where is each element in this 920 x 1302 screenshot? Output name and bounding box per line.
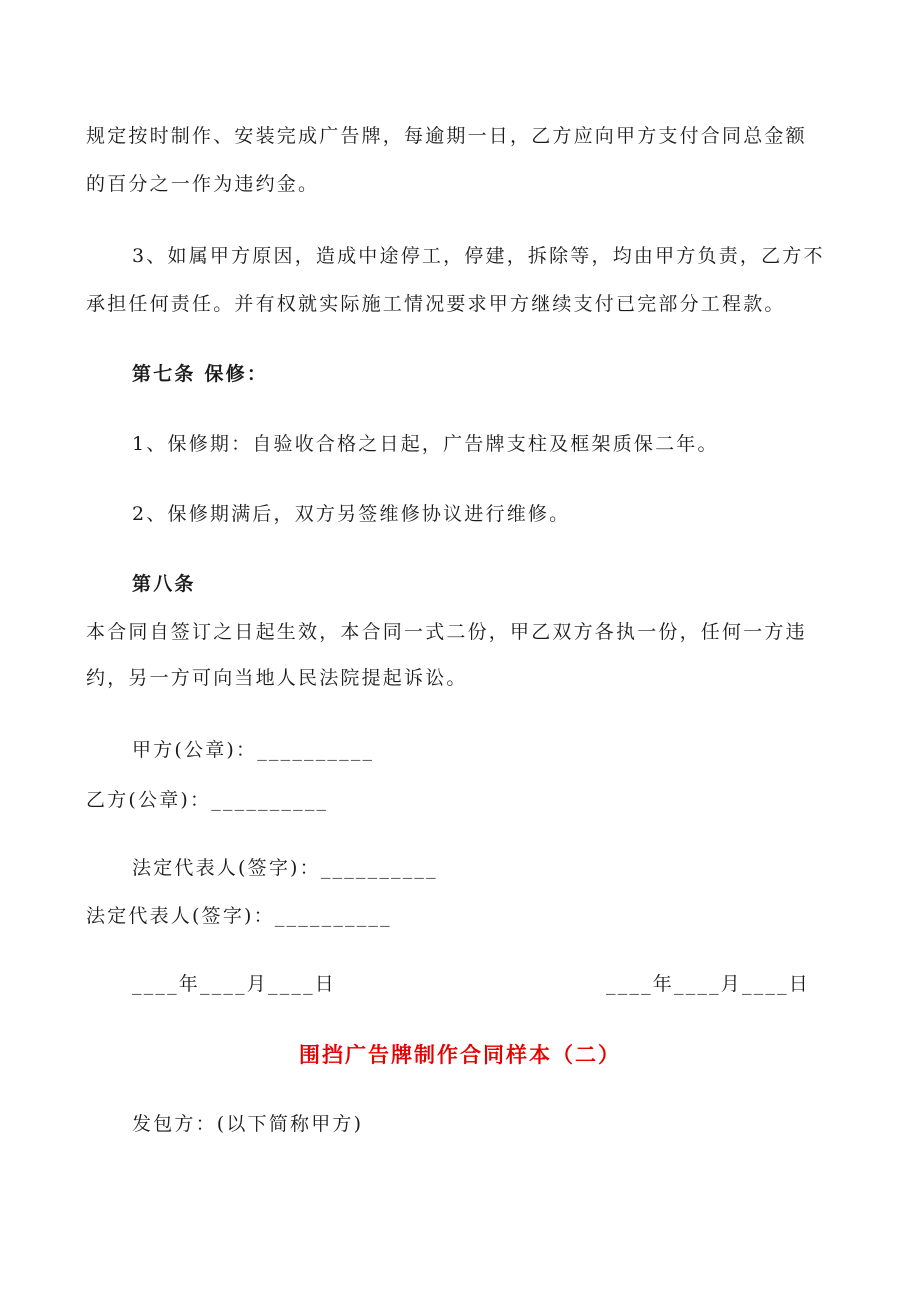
penalty-clause-line-2: 的百分之一作为违约金。 — [86, 173, 320, 195]
item3-line-1: 3、如属甲方原因，造成中途停工，停建，拆除等，均由甲方负责，乙方不 — [132, 245, 825, 267]
party-a-seal-field: 甲方(公章)：__________ — [132, 739, 375, 761]
party-b-seal-field: 乙方(公章)：__________ — [86, 789, 329, 811]
contractor-line: 发包方：(以下简称甲方) — [132, 1113, 364, 1135]
penalty-clause-line-1: 规定按时制作、安装完成广告牌，每逾期一日，乙方应向甲方支付合同总金额 — [86, 125, 807, 147]
item3-line-2: 承担任何责任。并有权就实际施工情况要求甲方继续支付已完部分工程款。 — [86, 293, 786, 315]
date-field-left: ____年____月____日 — [132, 973, 337, 995]
date-field-right: ____年____月____日 — [606, 973, 811, 995]
warranty-item-2: 2、保修期满后，双方另签维修协议进行维修。 — [132, 503, 571, 525]
warranty-item-1: 1、保修期：自验收合格之日起，广告牌支柱及框架质保二年。 — [132, 433, 719, 455]
legal-rep-b-field: 法定代表人(签字)：__________ — [86, 905, 392, 927]
article-8-line-1: 本合同自签订之日起生效，本合同一式二份，甲乙双方各执一份，任何一方违 — [86, 621, 807, 643]
article-7-heading: 第七条 保修： — [132, 363, 269, 385]
article-8-line-2: 约，另一方可向当地人民法院提起诉讼。 — [86, 667, 468, 689]
section-2-title: 围挡广告牌制作合同样本（二） — [299, 1042, 621, 1067]
legal-rep-a-field: 法定代表人(签字)：__________ — [132, 857, 438, 879]
article-8-heading: 第八条 — [132, 573, 196, 595]
